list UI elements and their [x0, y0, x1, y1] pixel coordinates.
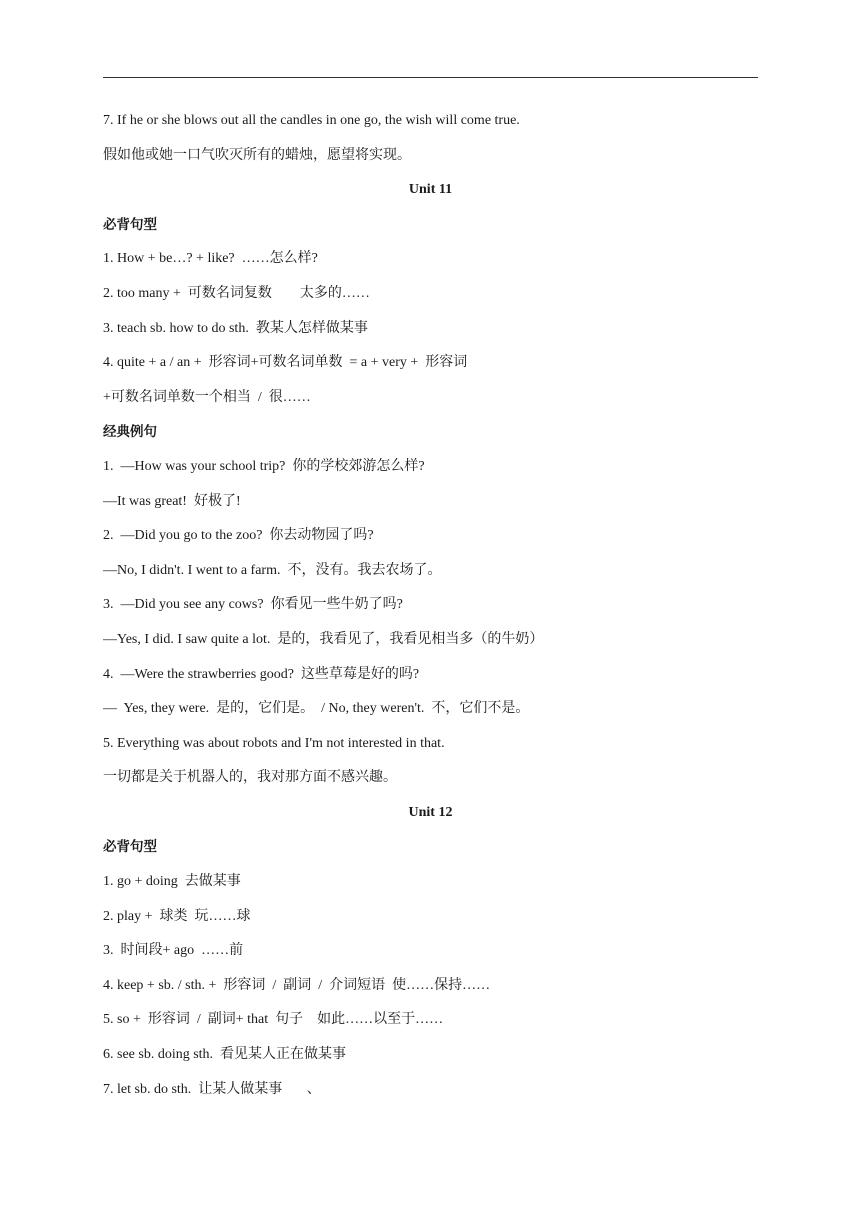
unit-12-pattern-1: 1. go + doing 去做某事 [103, 874, 241, 890]
unit-11-example-5-zh: 一切都是关于机器人的，我对那方面不感兴趣。 [103, 770, 397, 786]
unit-11-pattern-1: 1. How + be…? + like? ……怎么样? [103, 251, 318, 267]
unit-12-pattern-7: 7. let sb. do sth. 让某人做某事 、 [103, 1081, 321, 1097]
header-rule [103, 77, 758, 78]
unit-11-example-2-answer: —No, I didn't. I went to a farm. 不，没有。我去农场了。 [103, 562, 442, 578]
previous-sentence-7-zh: 假如他或她一口气吹灭所有的蜡烛，愿望将实现。 [103, 147, 411, 163]
unit-12-pattern-2: 2. play + 球类 玩……球 [103, 908, 251, 924]
unit-11-example-4-question: 4. —Were the strawberries good? 这些草莓是好的吗? [103, 666, 420, 682]
unit-12-pattern-3: 3. 时间段+ ago ……前 [103, 943, 244, 959]
unit-11-pattern-4: 4. quite + a / an + 形容词+可数名词单数 = a + very + 形容词 [103, 355, 468, 371]
unit-11-title: Unit 11 [408, 182, 453, 198]
unit-11-examples-heading: 经典例句 [103, 424, 157, 441]
unit-11-pattern-4-continued: +可数名词单数一个相当 / 很…… [103, 389, 311, 405]
unit-12-title: Unit 12 [408, 804, 453, 820]
previous-sentence-7-en: 7. If he or she blows out all the candles in one go, the wish will come true. [103, 113, 520, 128]
unit-11-example-1-question: 1. —How was your school trip? 你的学校郊游怎么样? [103, 458, 425, 474]
unit-12-pattern-4: 4. keep + sb. / sth. + 形容词 / 副词 / 介词短语 使……保持…… [103, 977, 491, 993]
unit-11-example-2-question: 2. —Did you go to the zoo? 你去动物园了吗? [103, 528, 374, 544]
unit-11-pattern-3: 3. teach sb. how to do sth. 教某人怎样做某事 [103, 320, 368, 336]
unit-11-example-4-answer: — Yes, they were. 是的，它们是。 / No, they weren't. 不，它们不是。 [103, 701, 530, 717]
unit-11-example-3-answer: —Yes, I did. I saw quite a lot. 是的，我看见了，我看见相当多（的牛奶） [103, 631, 544, 647]
document-body [103, 104, 758, 1107]
unit-11-example-5-en: 5. Everything was about robots and I'm not interested in that. [103, 735, 445, 751]
unit-11-patterns-heading: 必背句型 [103, 216, 157, 233]
unit-12-patterns-heading: 必背句型 [103, 839, 157, 856]
unit-11-pattern-2: 2. too many + 可数名词复数 太多的…… [103, 285, 370, 301]
unit-11-example-3-question: 3. —Did you see any cows? 你看见一些牛奶了吗? [103, 597, 403, 613]
unit-11-example-1-answer: —It was great! 好极了! [103, 493, 241, 509]
unit-12-pattern-5: 5. so + 形容词 / 副词+ that 句子 如此……以至于…… [103, 1012, 444, 1028]
unit-12-pattern-6: 6. see sb. doing sth. 看见某人正在做某事 [103, 1047, 347, 1063]
